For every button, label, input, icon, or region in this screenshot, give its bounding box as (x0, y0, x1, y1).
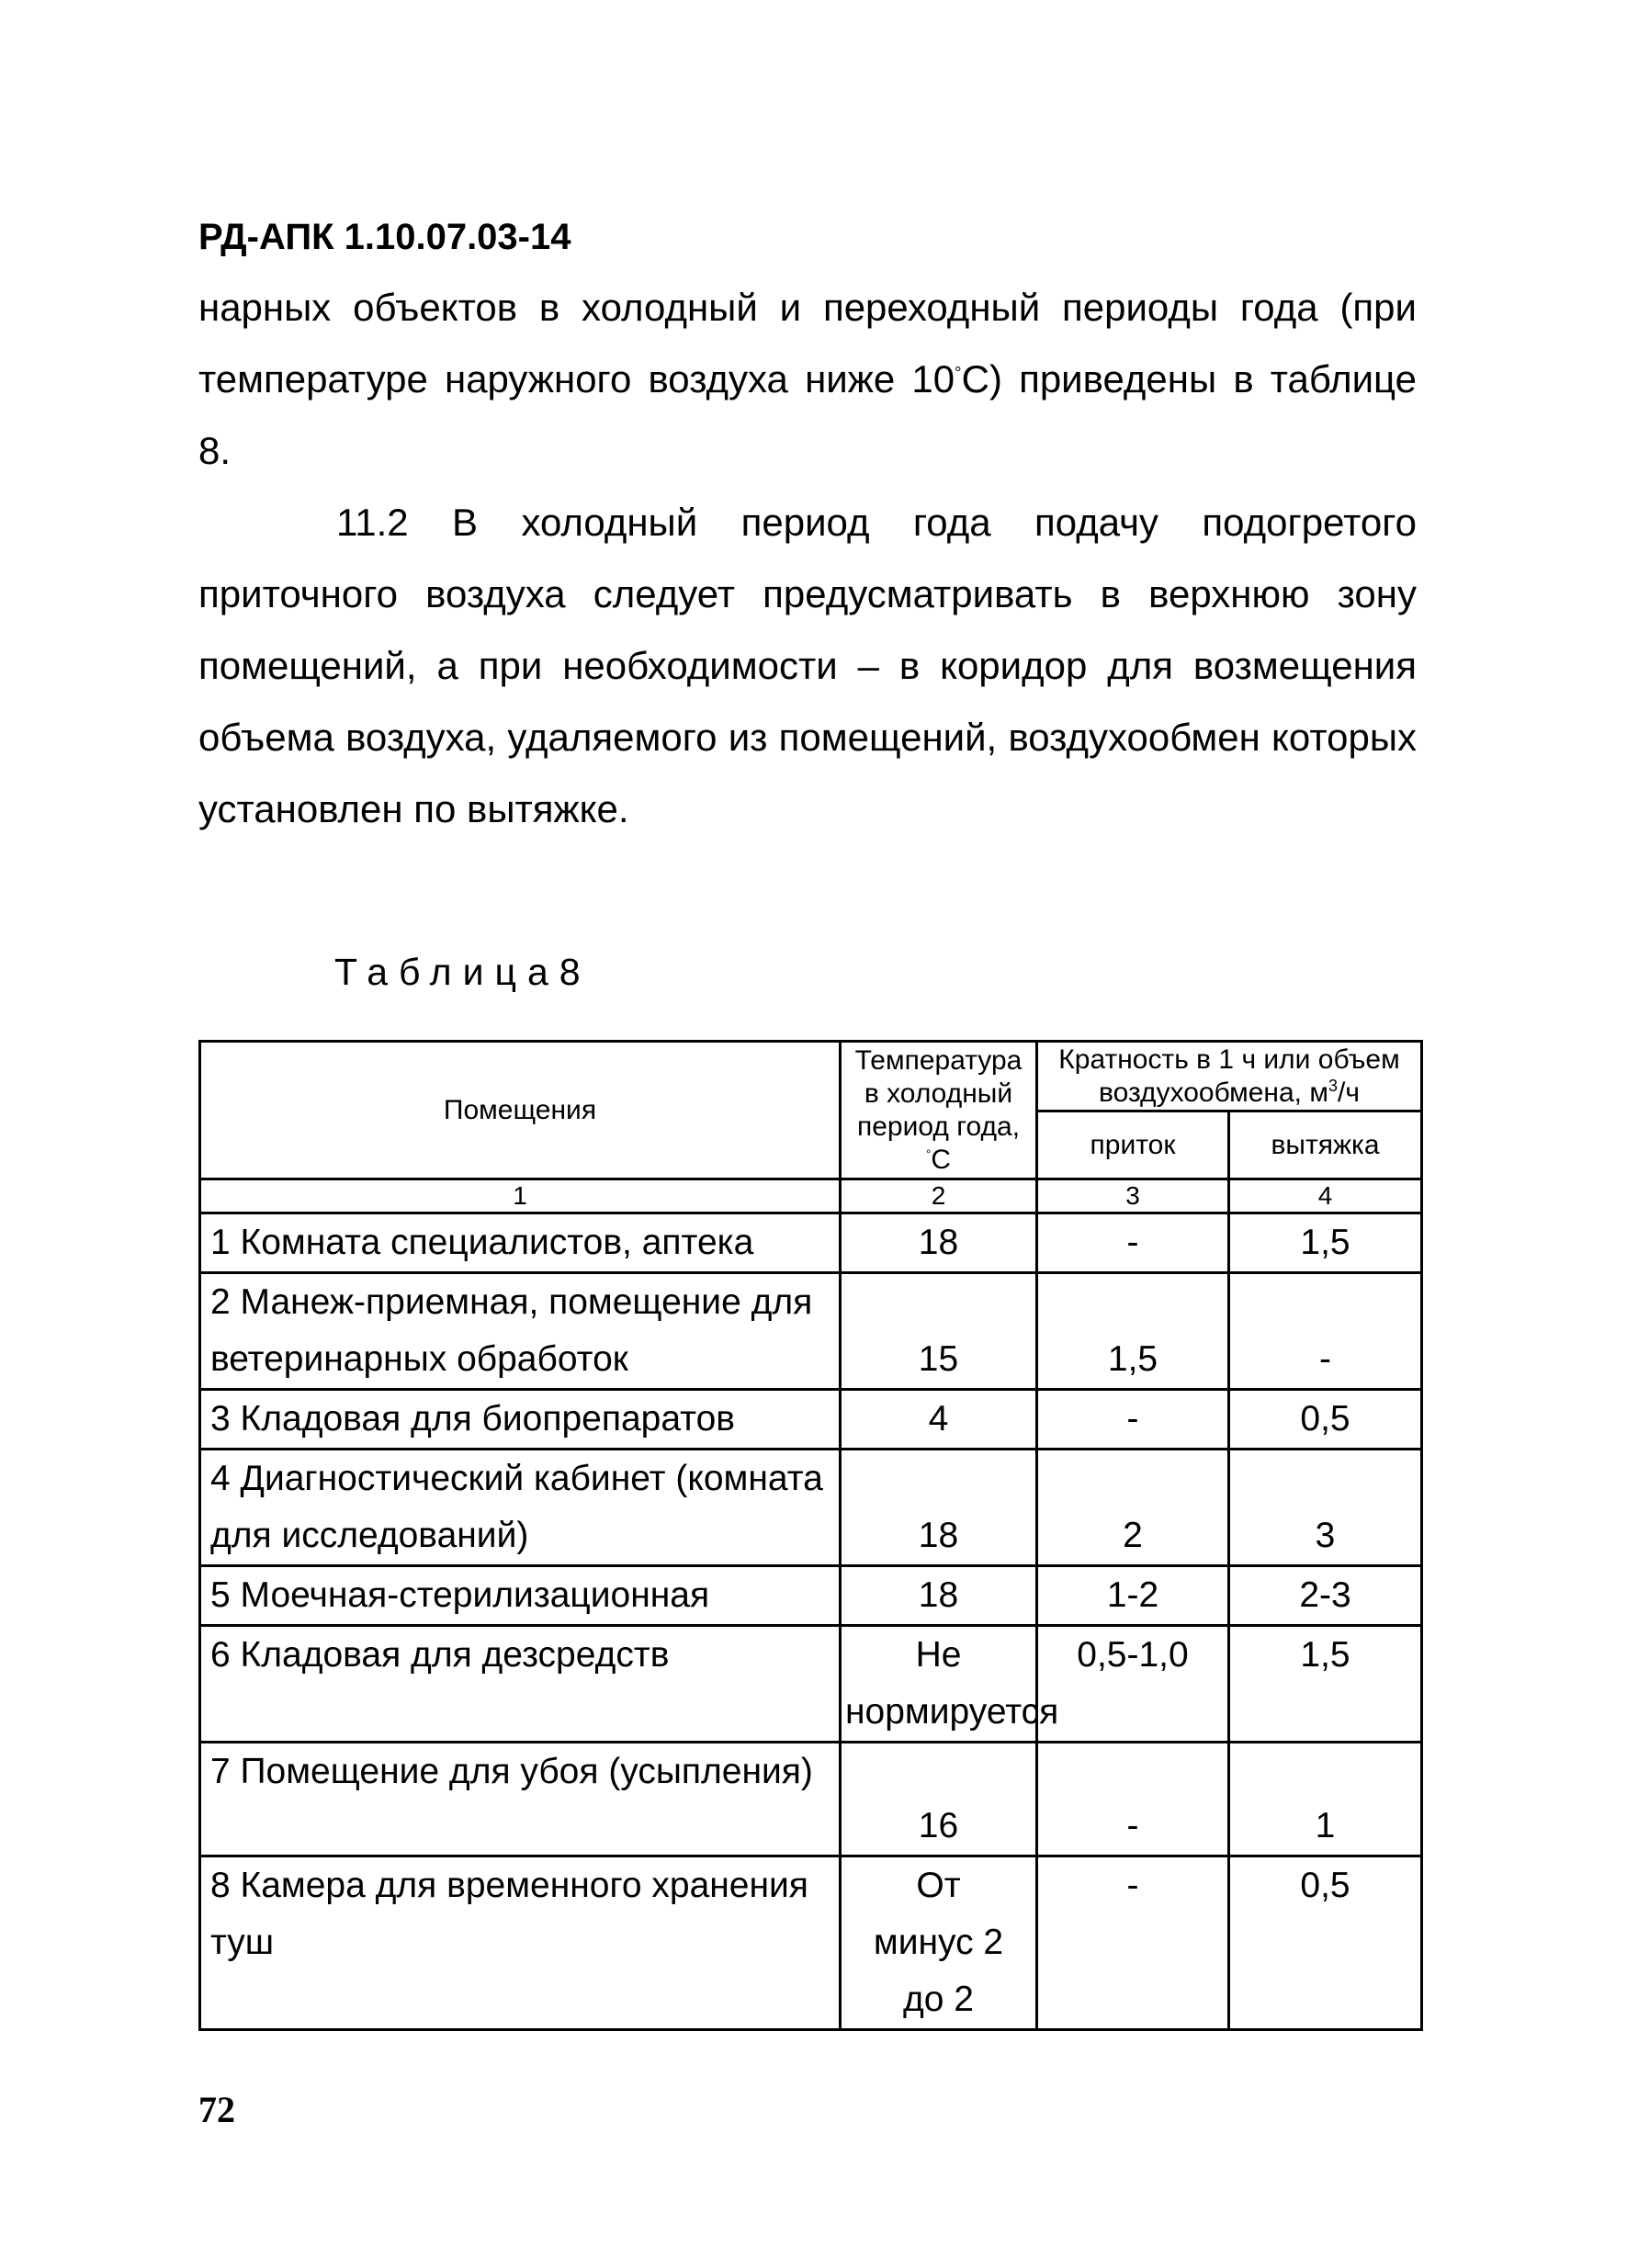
paragraph1-text-a: нарных объектов в холодный и переходный периоды года (при температуре наружного воздуха ниже 10 (198, 286, 1417, 401)
header-air-exchange-text: Кратность в 1 ч или объем воздухообмена, м (1058, 1044, 1400, 1108)
exhaust-value: 0,5 (1229, 1856, 1422, 2030)
table-row (200, 1626, 1422, 1743)
table-row (200, 1390, 1422, 1450)
temperature-value: 18 (841, 1566, 1037, 1626)
exhaust-value: 1,5 (1229, 1213, 1422, 1273)
supply-value: - (1037, 1213, 1229, 1273)
temperature-value: От минус 2 до 2 (841, 1856, 1037, 2030)
exhaust-value: 3 (1229, 1450, 1422, 1566)
table-row (200, 1743, 1422, 1856)
header-temperature-text: Температура в холодный период года, (854, 1044, 1023, 1142)
temperature-value: 18 (841, 1450, 1037, 1566)
column-number: 1 (200, 1179, 841, 1213)
supply-value: - (1037, 1856, 1229, 2030)
paragraph1-text-b: С) приведены в таблице 8. (198, 357, 1417, 472)
table-caption: Таблица8 (334, 951, 592, 993)
table-row (200, 1566, 1422, 1626)
header-exhaust: вытяжка (1229, 1111, 1422, 1179)
exhaust-value: - (1229, 1273, 1422, 1390)
ventilation-table (198, 1040, 1423, 2031)
supply-value: - (1037, 1390, 1229, 1450)
header-temperature (841, 1042, 1037, 1179)
room-name: 5 Моечная-стерилизационная (200, 1566, 841, 1626)
room-name: 3 Кладовая для биопрепаратов (200, 1390, 841, 1450)
table-row (200, 1273, 1422, 1390)
header-rooms: Помещения (200, 1042, 841, 1179)
room-name: 7 Помещение для убоя (усыпления) (200, 1743, 841, 1856)
paragraph-11-2: 11.2 В холодный период года подачу подогретого приточного воздуха следует предусматривать в верхнюю зону помещений, а при необходимости – в коридор для возмещения объема воздуха, удаляемого из помещений, воздухообмен которых установлен по вытяжке. (198, 501, 1417, 830)
header-air-exchange-unit: /ч (1338, 1077, 1360, 1108)
exhaust-value: 1 (1229, 1743, 1422, 1856)
superscript-3: 3 (1328, 1076, 1338, 1095)
temperature-value: 15 (841, 1273, 1037, 1390)
column-number: 3 (1037, 1179, 1229, 1213)
room-name: 4 Диагностический кабинет (комната для исследований) (200, 1450, 841, 1566)
document-code-header: РД-АПК 1.10.07.03-14 (198, 217, 571, 257)
exhaust-value: 0,5 (1229, 1390, 1422, 1450)
page-number: 72 (198, 2089, 235, 2130)
room-name: 8 Камера для временного хранения туш (200, 1856, 841, 2030)
exhaust-value: 1,5 (1229, 1626, 1422, 1743)
table-row (200, 1450, 1422, 1566)
supply-value: 1,5 (1037, 1273, 1229, 1390)
room-name: 2 Манеж-приемная, помещение для ветеринарных обработок (200, 1273, 841, 1390)
column-number: 2 (841, 1179, 1037, 1213)
paragraph-continuation (198, 272, 1417, 487)
column-number: 4 (1229, 1179, 1422, 1213)
degree-sign: ° (955, 364, 962, 383)
temperature-value: 16 (841, 1743, 1037, 1856)
exhaust-value: 2-3 (1229, 1566, 1422, 1626)
temperature-value: 4 (841, 1390, 1037, 1450)
supply-value: 2 (1037, 1450, 1229, 1566)
header-supply: приток (1037, 1111, 1229, 1179)
header-air-exchange (1037, 1042, 1422, 1111)
table-row (200, 1856, 1422, 2030)
degree-sign: ° (925, 1146, 932, 1161)
column-number-row (200, 1179, 1422, 1213)
supply-value: - (1037, 1743, 1229, 1856)
table-row (200, 1213, 1422, 1273)
room-name: 6 Кладовая для дезсредств (200, 1626, 841, 1743)
header-temperature-unit: С (931, 1144, 952, 1175)
temperature-value: Не нормируется (841, 1626, 1037, 1743)
supply-value: 0,5-1,0 (1037, 1626, 1229, 1743)
supply-value: 1-2 (1037, 1566, 1229, 1626)
temperature-value: 18 (841, 1213, 1037, 1273)
room-name: 1 Комната специалистов, аптека (200, 1213, 841, 1273)
